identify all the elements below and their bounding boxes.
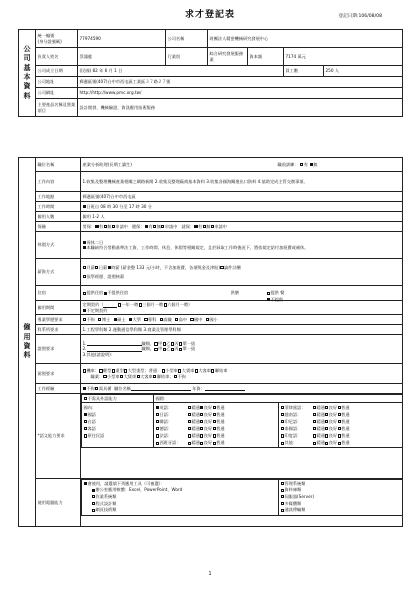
lang-level-label: 良好 bbox=[203, 426, 213, 432]
industry-label: 行業別 bbox=[166, 48, 208, 66]
section-char: 公 bbox=[23, 44, 31, 53]
pay-label: 薪資方式 bbox=[36, 259, 81, 286]
intl-language-line bbox=[156, 425, 277, 432]
intl-lang-name: 其他： bbox=[284, 440, 298, 446]
intl-lang-name: 越南語： bbox=[284, 411, 302, 417]
section-char: 僱 bbox=[23, 323, 31, 332]
founded-label: 公司成立日期 bbox=[36, 66, 78, 77]
computer-label: 使用電腦能力 bbox=[36, 479, 81, 527]
lang-level-label: 精通 bbox=[191, 440, 200, 446]
lang-level-label: 精通 bbox=[191, 418, 200, 424]
insurance-row bbox=[81, 222, 403, 232]
opt-label: 職位名稱 bbox=[114, 385, 131, 391]
computer-option-label: 資料庫類 bbox=[284, 487, 302, 493]
training-yes-label: 有 bbox=[303, 161, 308, 167]
domestic-lang-label: 國語 bbox=[87, 411, 96, 417]
language-label: *語文能力要求 bbox=[36, 394, 81, 479]
lang-level-label: 精通 bbox=[191, 426, 200, 432]
department-value: 1.工程學科類 2.運動通信學科類 3.商業及管理學科類 bbox=[81, 325, 403, 335]
training-label: 職前訓練： bbox=[277, 161, 299, 167]
opt-label: 三個月一聘 bbox=[142, 302, 164, 308]
intl-right-cell bbox=[279, 403, 403, 448]
experience-row bbox=[81, 384, 403, 394]
intl-lang-name: 西班牙語： bbox=[159, 440, 181, 446]
education-option-label: 高職 bbox=[163, 316, 172, 322]
intl-language-line bbox=[281, 411, 402, 418]
opt-label: 不提供 bbox=[270, 296, 284, 302]
lang-level-label: 精通 bbox=[191, 404, 200, 410]
license-option-label: 大客車 bbox=[198, 368, 211, 374]
opt-label: 日薪 bbox=[98, 264, 108, 270]
address-value: 郵遞區號(407)台中市西屯區工業區３７路２７號 bbox=[78, 77, 403, 88]
intl-lang-name: 菲律賓語： bbox=[284, 404, 306, 410]
domestic-option bbox=[84, 411, 152, 418]
computer-option-label: 伺服器(Server) bbox=[284, 494, 315, 500]
job-table bbox=[18, 157, 403, 527]
lang-level-label: 良好 bbox=[328, 426, 338, 432]
certificate-row bbox=[81, 335, 403, 364]
staff-value: 250 人 bbox=[324, 66, 403, 77]
opt-label: 不定期契約 bbox=[86, 307, 108, 313]
lang-level-label: 精通 bbox=[316, 418, 325, 424]
cert-index: 2. bbox=[82, 346, 87, 352]
staff-label: 員工數 bbox=[284, 66, 324, 77]
cert-kind: 職類， bbox=[141, 346, 155, 352]
education-option-label: 不拘 bbox=[86, 316, 95, 322]
company-table bbox=[18, 29, 403, 117]
cert-level-label: 單一級 bbox=[182, 346, 196, 352]
intl-language-line bbox=[281, 418, 402, 425]
section-char: 料 bbox=[23, 91, 31, 100]
cert-kind: 職類， bbox=[141, 341, 155, 347]
content-value: 1.收集及整理機械產業相關之網路新聞 2.收集及整理廠商基本資料 3.收集各國海關進出口資料 4.協助完成主管交辦事項。 bbox=[81, 172, 403, 192]
lang-level-label: 精通 bbox=[316, 440, 325, 446]
rest-label: 休假方式 bbox=[36, 232, 81, 259]
hours-row bbox=[81, 202, 403, 212]
opt-label: 六個月一聘） bbox=[167, 302, 193, 308]
lang-level-label: 普通 bbox=[341, 426, 350, 432]
experience-label: 工作經驗 bbox=[36, 384, 81, 394]
industry-value: 綜合研究發展服務業 bbox=[208, 48, 248, 66]
lang-level-label: 普通 bbox=[216, 411, 225, 417]
intl-language-line bbox=[156, 404, 277, 411]
lang-level-label: 普通 bbox=[341, 411, 350, 417]
license-option-label: 小型車 bbox=[107, 373, 120, 379]
capital-label: 資本額 bbox=[248, 48, 284, 66]
education-option-label: 高中 bbox=[178, 316, 188, 322]
license-group-label: ；普通： bbox=[144, 368, 162, 374]
lang-level-label: 普通 bbox=[341, 404, 350, 410]
lang-level-label: 普通 bbox=[341, 418, 350, 424]
job-title-row bbox=[81, 158, 403, 172]
opt-label: 需具備 bbox=[98, 385, 112, 391]
education-option-label: 博士 bbox=[101, 316, 111, 322]
opt-label: 不需具外語能力 bbox=[87, 395, 117, 401]
lang-level-label: 精通 bbox=[316, 426, 325, 432]
section-char: 司 bbox=[23, 54, 31, 63]
opt-label: 一年一聘 bbox=[121, 302, 139, 308]
intl-lang-name: 泰國語： bbox=[284, 426, 302, 432]
section-char: 基 bbox=[23, 63, 31, 72]
lang-level-label: 普通 bbox=[341, 433, 350, 439]
opt-label: 申請中 bbox=[115, 223, 128, 229]
intl-language-line bbox=[156, 418, 277, 425]
products-value: 設計開發、機械驗證、資訊應用技術服務 bbox=[78, 99, 403, 117]
lang-level-label: 良好 bbox=[328, 404, 338, 410]
founded-value: (民國) 82 年 6 月 1 日 bbox=[78, 66, 284, 77]
opt-label: 提供 餐 bbox=[270, 290, 285, 296]
license-option-label: 大客車 bbox=[140, 373, 153, 379]
education-label: 專業學歷要求 bbox=[36, 315, 81, 325]
domestic-option bbox=[84, 418, 152, 425]
opt-label: 無 bbox=[107, 223, 112, 229]
computer-option bbox=[281, 507, 402, 514]
lodging-label: 住宿 bbox=[36, 286, 81, 301]
address-label: 公司地址 bbox=[36, 77, 78, 88]
cert-level-label: 丙 bbox=[174, 341, 179, 347]
intl-language-line bbox=[156, 439, 277, 446]
license-option-label: 聯結車 bbox=[214, 368, 228, 374]
opt-label: 時薪 (薪金整 133 元/小時，不含加班費，各項獎金及津貼) bbox=[111, 264, 220, 270]
products-label: 主要產品名稱及營業項目 bbox=[36, 99, 78, 117]
computer-option bbox=[84, 507, 277, 514]
license-option-label: 大貨車 bbox=[123, 373, 137, 379]
international-label: 國際： bbox=[154, 395, 403, 403]
license-option-label: 聯結車 bbox=[156, 373, 170, 379]
computer-heading-label: 會使用，請選填下列應用工具（可複選）： bbox=[87, 480, 165, 486]
language-grid bbox=[81, 394, 403, 448]
lang-level-label: 精通 bbox=[316, 404, 325, 410]
headcount-value: 僱用 1-2 人 bbox=[81, 212, 403, 222]
cert-level-label: 丙 bbox=[174, 346, 179, 352]
license-option-label: 大型重型 bbox=[127, 368, 145, 374]
job-title-value: 產業分析助理(長期工讀生) bbox=[82, 161, 132, 167]
lang-level-label: 良好 bbox=[328, 411, 338, 417]
opt-label: 不提供住宿 bbox=[107, 290, 129, 296]
lodging-row bbox=[81, 286, 403, 301]
no-language-cell bbox=[82, 395, 154, 403]
computer-grid bbox=[81, 479, 403, 516]
rest-row bbox=[81, 232, 403, 259]
license-option-label: 小型車 bbox=[165, 368, 178, 374]
lang-level-label: 普通 bbox=[216, 426, 225, 432]
license-group-label: ； bbox=[169, 373, 174, 379]
section-char: 資 bbox=[23, 342, 31, 350]
intl-lang-name: 韓語： bbox=[159, 418, 173, 424]
intl-language-line bbox=[281, 404, 402, 411]
meal-label: 供膳 bbox=[230, 290, 239, 296]
computer-option-label: 管理系統類 bbox=[284, 480, 306, 486]
registration-date: 登記日期:106/08/08 bbox=[338, 14, 382, 19]
lang-level-label: 精通 bbox=[316, 411, 325, 417]
cert-level-label: 單一級 bbox=[182, 341, 196, 347]
cert-index: 1. bbox=[82, 341, 87, 347]
opt-label: 申請中 bbox=[214, 223, 227, 229]
license-label: 駕照要求 bbox=[36, 364, 81, 384]
section-char: 本 bbox=[23, 73, 31, 81]
period-row bbox=[81, 301, 403, 315]
page-number: 1 bbox=[208, 572, 212, 577]
lang-level-label: 良好 bbox=[203, 404, 213, 410]
intl-lang-name: 法語： bbox=[159, 433, 173, 439]
company-name-value: 財團法人精密機械研究發展中心 bbox=[208, 30, 403, 48]
intl-language-line bbox=[281, 432, 402, 439]
section-char: 用 bbox=[23, 332, 31, 341]
hours-value: 日班自 08 時 30 分至 17 時 30 分 bbox=[86, 203, 152, 209]
license-option-label: 不拘 bbox=[177, 373, 186, 379]
owner-label: 負責人姓名 bbox=[36, 48, 78, 66]
domestic-cell bbox=[82, 403, 154, 448]
intl-language-line bbox=[281, 439, 402, 446]
lang-level-label: 良好 bbox=[203, 418, 213, 424]
department-label: 科系所要求 bbox=[36, 325, 81, 335]
opt-label: 申請中 bbox=[164, 223, 178, 229]
education-option-checkbox[interactable] bbox=[129, 318, 132, 321]
opt-label: 定期契約（ bbox=[82, 302, 104, 308]
opt-label: 不拘 bbox=[86, 385, 95, 391]
tax-id-label: 統一編號 (身分證號碼) bbox=[36, 30, 78, 48]
computer-option bbox=[84, 494, 277, 501]
rest-option-2: 本職缺符合勞動基準法工資、工作時間、休息、休假等相關規定，且於録取工作時後況下，將依規定給付加班費或補休。 bbox=[86, 245, 309, 250]
license-line bbox=[83, 374, 401, 379]
tax-id-value: 77974590 bbox=[78, 30, 166, 48]
education-option-label: 專科 bbox=[147, 316, 157, 322]
company-section-label bbox=[19, 30, 36, 117]
hours-label: 工作時間 bbox=[36, 202, 81, 212]
content-label: 工作內容 bbox=[36, 172, 81, 192]
intl-lang-name: 日語： bbox=[159, 411, 173, 417]
intl-lang-name: 德語： bbox=[159, 426, 173, 432]
health-insurance-label: 健保： bbox=[131, 223, 145, 229]
computer-option-label: 網頁技術類 bbox=[95, 507, 117, 513]
domestic-lang-label: 台語 bbox=[87, 418, 96, 424]
owner-value: 蔡鴻慈 bbox=[78, 48, 166, 66]
lang-level-label: 普通 bbox=[216, 440, 225, 446]
license-option-label: 大貨車 bbox=[181, 368, 195, 374]
lang-level-label: 普通 bbox=[216, 433, 225, 439]
computer-option-label: 作業系統類 bbox=[95, 494, 117, 500]
insurance-label: 保險 bbox=[36, 222, 81, 232]
lang-level-label: 良好 bbox=[203, 433, 213, 439]
intl-language-line bbox=[156, 432, 277, 439]
license-group-label: 機車： bbox=[86, 368, 100, 374]
computer-option-label: 多媒體類 bbox=[284, 500, 302, 506]
opt-label: 論件計酬 bbox=[223, 264, 241, 270]
opt-label: 提供住宿 bbox=[86, 290, 104, 296]
rest-option-1: 周休二日 bbox=[86, 239, 104, 245]
opt-label: 無 bbox=[156, 223, 161, 229]
certificate-label: 證照要求 bbox=[36, 335, 81, 364]
opt-label: 有 bbox=[99, 223, 104, 229]
lang-level-label: 精通 bbox=[191, 433, 200, 439]
cert-level-label: 乙 bbox=[166, 346, 171, 352]
opt-label: 有 bbox=[148, 223, 153, 229]
place-label: 工作地點 bbox=[36, 192, 81, 202]
education-option-label: 碩士 bbox=[117, 316, 126, 322]
intl-lang-name: 英語： bbox=[159, 404, 173, 410]
education-option-label: 國中 bbox=[193, 316, 203, 322]
language-row bbox=[81, 394, 403, 479]
domestic-lang-label: 客語 bbox=[87, 426, 96, 432]
cert-level-label: 乙 bbox=[166, 341, 171, 347]
computer-left-cell bbox=[82, 480, 279, 516]
computer-right-cell bbox=[279, 480, 403, 516]
computer-option bbox=[281, 494, 402, 501]
education-option-label: 國小 bbox=[209, 316, 218, 322]
lang-level-label: 良好 bbox=[328, 418, 338, 424]
lang-level-label: 良好 bbox=[203, 440, 213, 446]
education-row bbox=[81, 315, 403, 325]
lang-level-label: 精通 bbox=[191, 411, 200, 417]
opt-label: 有 bbox=[197, 223, 203, 229]
opt-label: 依學經歷、證照核薪 bbox=[86, 274, 125, 279]
computer-option-label: 程式設計類 bbox=[95, 500, 117, 506]
intl-left-cell bbox=[154, 403, 279, 448]
lang-level-label: 精通 bbox=[316, 433, 325, 439]
opt-label: 無 bbox=[206, 223, 211, 229]
computer-row bbox=[81, 479, 403, 527]
intl-language-line bbox=[281, 425, 402, 432]
job-title-label: 職位名稱 bbox=[36, 158, 81, 172]
form-title: 求才登記表 bbox=[184, 10, 235, 20]
domestic-option bbox=[84, 432, 152, 439]
intl-lang-name: 印度語： bbox=[284, 433, 302, 439]
intl-lang-name: 印尼語： bbox=[284, 418, 302, 424]
license-row bbox=[81, 364, 403, 384]
job-section-label bbox=[19, 158, 36, 527]
section-char: 料 bbox=[23, 351, 31, 360]
website-label: 公司網址 bbox=[36, 88, 78, 99]
cert-level-label: 甲 bbox=[158, 341, 163, 347]
education-option-checkbox[interactable] bbox=[175, 318, 178, 321]
labor-insurance-label: 勞保： bbox=[82, 223, 96, 229]
cert-other: 3.其他(請說明)： bbox=[82, 351, 115, 357]
lang-level-label: 普通 bbox=[216, 404, 225, 410]
education-option-checkbox[interactable] bbox=[98, 318, 101, 321]
intl-language-line bbox=[156, 411, 277, 418]
lang-level-label: 良好 bbox=[203, 411, 213, 417]
lang-level-label: 普通 bbox=[341, 440, 350, 446]
opt-label: 月薪 bbox=[86, 264, 95, 270]
license-option-label: 輕型 bbox=[103, 368, 112, 374]
job-insurance-label: 就保： bbox=[181, 223, 195, 229]
license-group-label: 職業： bbox=[90, 373, 104, 379]
computer-option-label: 通訊傳輸類 bbox=[284, 507, 306, 513]
training-no-label: 無 bbox=[313, 161, 318, 167]
cert-level-label: 甲 bbox=[158, 346, 163, 352]
period-label: 僱用期間 bbox=[36, 301, 81, 315]
domestic-lang-label: 原住民語 bbox=[87, 433, 105, 439]
domestic-label: 國內： bbox=[83, 404, 97, 410]
place-value: 郵遞區號(407)台中市西屯區 bbox=[81, 192, 403, 202]
company-name-label: 公司名稱 bbox=[166, 30, 208, 48]
headcount-label: 僱用人數 bbox=[36, 212, 81, 222]
website-value: http://http://www.pmc.org.tw/ bbox=[78, 88, 403, 99]
pay-row bbox=[81, 259, 403, 286]
lang-level-label: 良好 bbox=[328, 440, 338, 446]
lang-level-label: 良好 bbox=[328, 433, 338, 439]
section-char: 資 bbox=[23, 82, 31, 91]
opt-label: 年資： bbox=[192, 385, 205, 391]
capital-value: 7174 萬元 bbox=[284, 48, 403, 66]
domestic-option bbox=[84, 425, 152, 432]
lang-level-label: 普通 bbox=[216, 418, 225, 424]
license-option-label: 重型 bbox=[115, 368, 124, 374]
computer-option-label: 辦公室應用軟體：Excel、PowerPoint、Word bbox=[95, 487, 183, 493]
education-option-label: 大學 bbox=[132, 316, 141, 322]
